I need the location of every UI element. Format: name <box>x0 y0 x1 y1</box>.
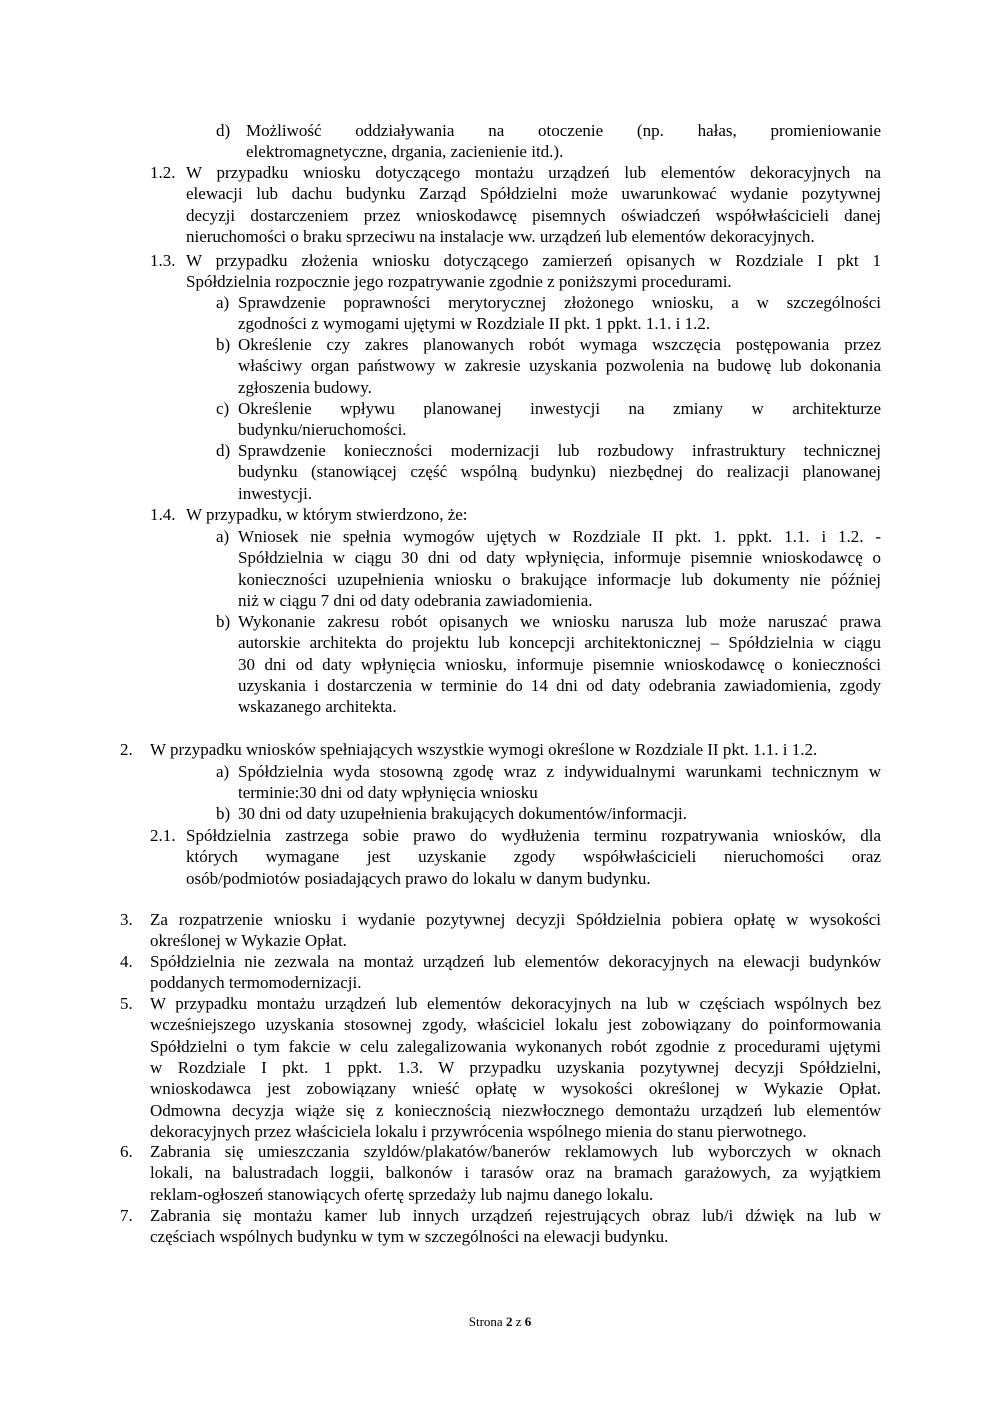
text-line: inwestycji. <box>238 483 313 503</box>
text-line: Sprawdzenie konieczności modernizacji lub rozbudowy infrastruktury technicznej <box>238 441 881 460</box>
text-line: uzyskania i dostarczenia w terminie do 14 dni od daty odebrania zawiadomienia, zgody <box>238 675 881 695</box>
footer-sep: z <box>515 1314 522 1329</box>
text-line: W przypadku montażu urządzeń lub elementów dekoracyjnych na lub w częściach wspólnych bez <box>150 994 881 1013</box>
list-marker: 5. <box>120 994 133 1013</box>
text-line: Spółdzielni o tym fakcie w celu zalegalizowania wykonanych robót zgodnie z procedurami ujętymi <box>150 1036 881 1056</box>
text-line: Sprawdzenie poprawności merytorycznej złożonego wniosku, a w szczególności <box>238 293 881 312</box>
text-line: W przypadku, w którym stwierdzono, że: <box>186 505 468 524</box>
text-line: budynku (stanowiącej część wspólną budynku) niezbędnej do realizacji planowanej <box>238 462 881 482</box>
list-marker: 2. <box>120 740 133 759</box>
text-line: wnioskodawca jest zobowiązany wnieść opłatę w wysokości określonej w Wykazie Opłat. <box>150 1079 881 1099</box>
text-line: częściach wspólnych budynku w tym w szczególności na elewacji budynku. <box>150 1227 669 1247</box>
text-line: w Rozdziale I pkt. 1 ppkt. 1.3. W przypadku uzyskania pozytywnej decyzji Spółdzielni, <box>150 1057 881 1077</box>
text-line: zgłoszenia budowy. <box>238 377 372 397</box>
text-line: Spółdzielnia wyda stosowną zgodę wraz z indywidualnymi warunkami technicznym w <box>238 762 881 781</box>
text-line: lokali, na balustradach loggii, balkonów i tarasów oraz na bramach garażowych, za wyjątkiem <box>150 1163 881 1183</box>
text-line: elektromagnetyczne, drgania, zacienienie itd.). <box>246 142 564 162</box>
text-line: W przypadku wniosków spełniających wszystkie wymogi określone w Rozdziale II pkt. 1.1. i 1.2. <box>150 740 818 759</box>
text-line: osób/podmiotów posiadających prawo do lokalu w danym budynku. <box>186 868 651 888</box>
text-line: konieczności uzupełnienia wniosku o brakujące informacje lub dokumenty nie później <box>238 569 881 589</box>
text-line: Odmowna decyzja wiąże się z koniecznością niezwłocznego demontażu urządzeń lub elementów <box>150 1100 881 1120</box>
text-line: terminie:30 dni od daty wpłynięcia wniosku <box>238 783 538 803</box>
text-line: Zabrania się montażu kamer lub innych urządzeń rejestrujących obraz lub/i dźwięk na lub w <box>150 1206 881 1225</box>
text-line: których wymagane jest uzyskanie zgody współwłaścicieli nieruchomości oraz <box>186 847 881 867</box>
text-line: Za rozpatrzenie wniosku i wydanie pozytywnej decyzji Spółdzielnia pobiera opłatę w wysokości <box>150 910 881 929</box>
text-line: 30 dni od daty wpłynięcia wniosku, informuje pisemnie wnioskodawcę o konieczności <box>238 654 881 674</box>
text-line: wcześniejszego uzyskania stosownej zgody, właściciel lokalu jest zobowiązany do poinformowania <box>150 1015 881 1035</box>
list-marker: a) <box>216 762 230 781</box>
list-marker: 2.1. <box>150 826 176 845</box>
text-line: właściwy organ państwowy w zakresie uzyskania pozwolenia na budowę lub dokonania <box>238 356 881 376</box>
text-line: reklam-ogłoszeń stanowiących ofertę sprzedaży lub najmu danego lokalu. <box>150 1184 654 1204</box>
text-line: decyzji dostarczeniem przez wnioskodawcę pisemnych oświadczeń współwłaścicieli danej <box>186 205 881 225</box>
text-line: nieruchomości o braku sprzeciwu na instalacje ww. urządzeń lub elementów dekoracyjnych. <box>186 226 815 246</box>
text-line: wskazanego architekta. <box>238 697 397 717</box>
text-line: Określenie czy zakres planowanych robót wymaga wszczęcia postępowania przez <box>238 335 881 354</box>
list-marker: 1.2. <box>150 163 176 182</box>
text-line: dekoracyjnych przez właściciela lokalu i przywrócenia wspólnego mienia do stanu pierwotnego. <box>150 1121 807 1141</box>
list-marker: 6. <box>120 1142 133 1161</box>
text-line: Spółdzielnia zastrzega sobie prawo do wydłużenia terminu rozpatrywania wniosków, dla <box>186 826 881 845</box>
text-line: Spółdzielnia nie zezwala na montaż urządzeń lub elementów dekoracyjnych na elewacji budynków <box>150 952 881 971</box>
text-line: poddanych termomodernizacji. <box>150 973 362 993</box>
text-line: Zabrania się umieszczania szyldów/plakatów/banerów reklamowych lub wyborczych w oknach <box>150 1142 881 1161</box>
list-marker: b) <box>216 804 231 823</box>
text-line: elewacji lub dachu budynku Zarząd Spółdzielni może uwarunkować wydanie pozytywnej <box>186 184 881 204</box>
text-line: Wniosek nie spełnia wymogów ujętych w Rozdziale II pkt. 1. ppkt. 1.1. i 1.2. - <box>238 527 881 546</box>
text-line: Spółdzielnia w ciągu 30 dni od daty wpłynięcia, informuje pisemnie wnioskodawcę o <box>238 548 881 568</box>
text-line: W przypadku wniosku dotyczącego montażu urządzeń lub elementów dekoracyjnych na <box>186 163 881 182</box>
list-marker: a) <box>216 527 230 546</box>
list-marker: c) <box>216 399 230 418</box>
list-marker: 4. <box>120 952 133 971</box>
footer-current-page: 2 <box>505 1314 513 1329</box>
footer-total-pages: 6 <box>524 1314 532 1329</box>
list-marker: b) <box>216 335 231 354</box>
list-marker: 3. <box>120 910 133 929</box>
footer-prefix: Strona <box>468 1314 503 1329</box>
page-footer <box>0 1314 1000 1330</box>
list-marker: 1.3. <box>150 251 176 270</box>
list-marker: 1.4. <box>150 505 176 524</box>
text-line: zgodności z wymogami ujętymi w Rozdziale II pkt. 1 ppkt. 1.1. i 1.2. <box>238 314 711 334</box>
list-marker: 7. <box>120 1206 133 1225</box>
list-marker: b) <box>216 612 231 631</box>
list-marker: d) <box>216 441 231 460</box>
text-line: określonej w Wykazie Opłat. <box>150 931 347 951</box>
text-line: Określenie wpływu planowanej inwestycji na zmiany w architekturze <box>238 399 881 418</box>
text-line: autorskie architekta do projektu lub koncepcji architektonicznej – Spółdzielnia w ciągu <box>238 633 881 653</box>
list-marker: a) <box>216 293 230 312</box>
list-marker: d) <box>216 121 231 140</box>
text-line: niż w ciągu 7 dni od daty odebrania zawiadomienia. <box>238 590 593 610</box>
text-line: W przypadku złożenia wniosku dotyczącego zamierzeń opisanych w Rozdziale I pkt 1 <box>186 251 881 270</box>
text-line: Spółdzielnia rozpocznie jego rozpatrywanie zgodnie z poniższymi procedurami. <box>186 272 732 292</box>
text-line: Wykonanie zakresu robót opisanych we wniosku narusza lub może naruszać prawa <box>238 612 881 631</box>
text-line: Możliwość oddziaływania na otoczenie (np. hałas, promieniowanie <box>246 121 881 140</box>
text-line: 30 dni od daty uzupełnienia brakujących dokumentów/informacji. <box>238 804 687 823</box>
text-line: budynku/nieruchomości. <box>238 420 407 440</box>
